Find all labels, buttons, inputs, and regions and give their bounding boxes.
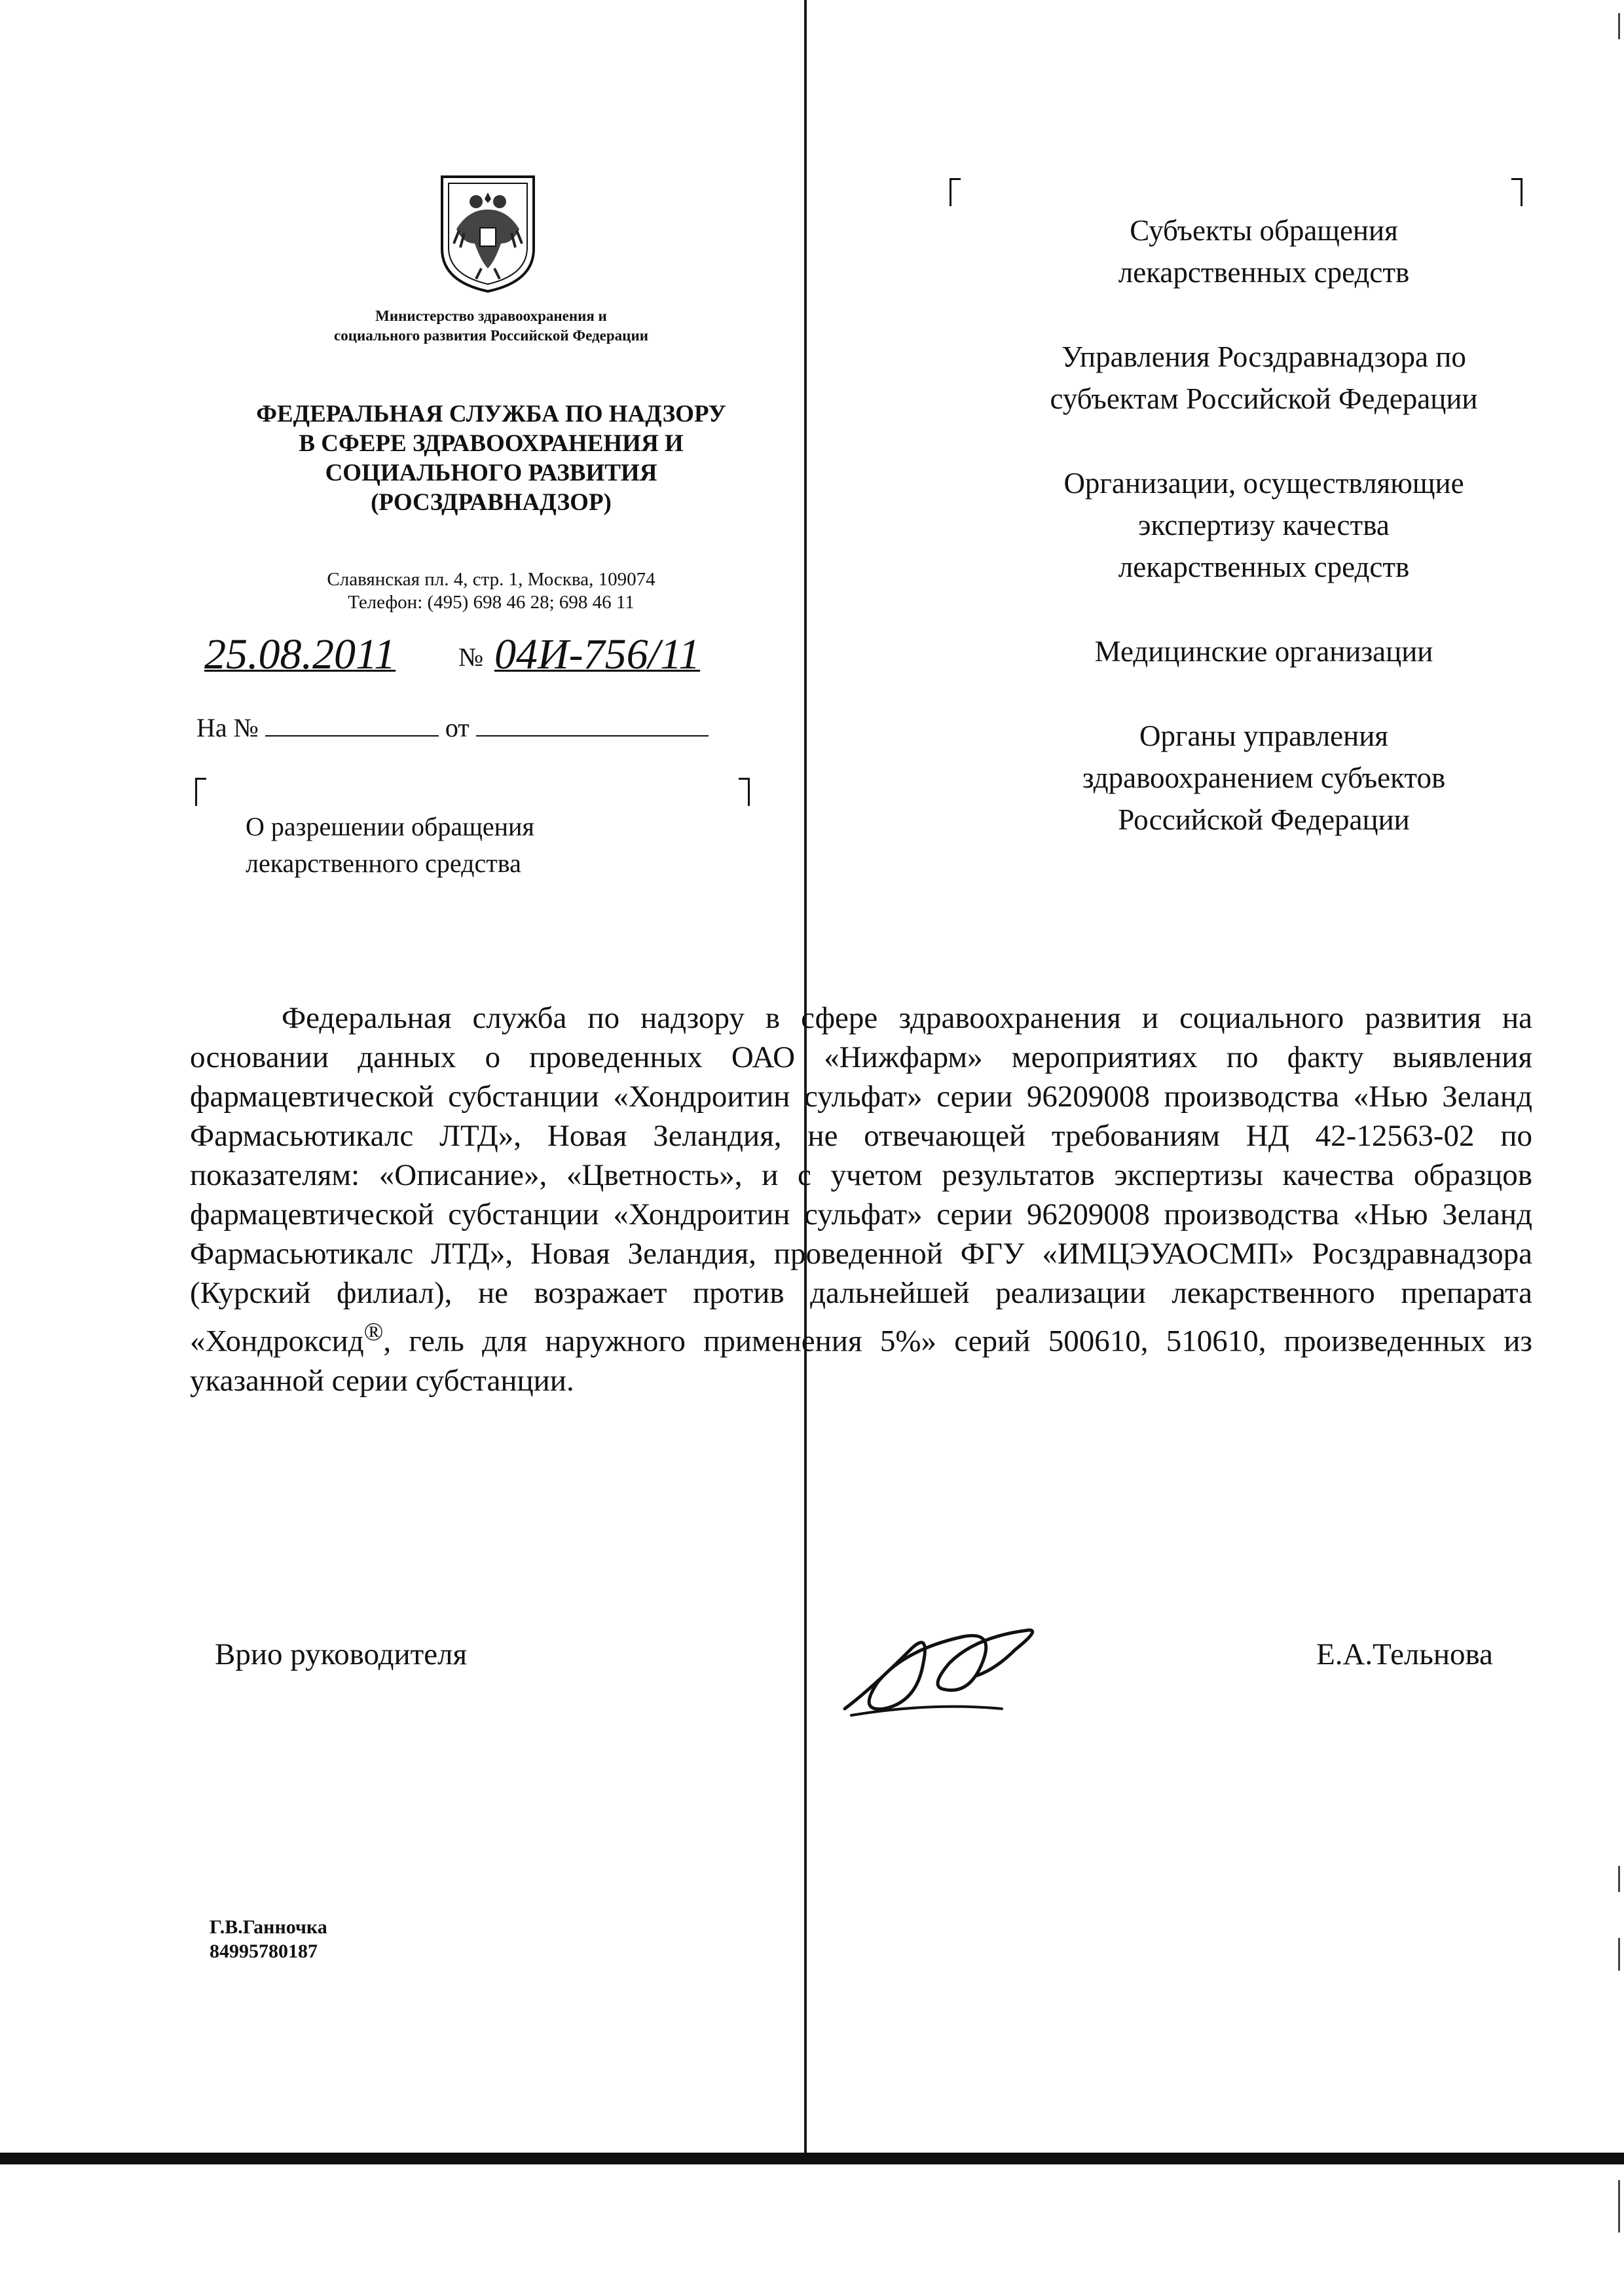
signatory-role: Врио руководителя <box>215 1637 468 1671</box>
addressee-line: Органы управления <box>1139 720 1388 752</box>
ministry-line: Министерство здравоохранения и <box>375 308 607 324</box>
addressee-line: Субъекты обращения <box>1130 214 1398 247</box>
addressee-line: лекарственных средств <box>1118 551 1410 583</box>
registered-mark: ® <box>363 1318 384 1346</box>
ministry-name <box>196 306 786 346</box>
addressee-group <box>936 336 1591 420</box>
subject-corner-left <box>195 778 206 806</box>
addressee-line: здравоохранением субъектов <box>1082 761 1446 794</box>
executor-info <box>210 1915 327 1963</box>
addressee-group <box>936 462 1591 588</box>
executor-name: Г.В.Ганночка <box>210 1916 327 1938</box>
body-text-main: Федеральная служба по надзору в сфере здравоохранения и социального развития на основании данных о проведенных ОАО «Нижфарм» мероприятиях по факту выявления фармацевтической субстанции «Хондроитин сульфат» серии 96209008 производства «Нью Зеланд Фармасьютикалс ЛТД», Новая Зеландия, не отвечающей требованиям НД 42-12563-02 по показателям: «Описание», «Цветность», и с учетом результатов экспертизы качества образцов фармацевтической субстанции «Хондроитин сульфат» серии 96209008 производства «Нью Зеланд Фармасьютикалс ЛТД», Новая Зеландия, проведенной ФГУ «ИМЦЭУАОСМП» Росздравнадзора (Курский филиал), не возражает против дальнейшей реализации лекарственного препарата «Хондроксид <box>190 1001 1532 1358</box>
number-sign: № <box>458 642 484 672</box>
service-name <box>164 399 819 517</box>
scan-edge-mark <box>1618 2180 1620 2232</box>
letter-body <box>190 998 1532 1400</box>
scan-edge-mark <box>1618 13 1620 39</box>
service-line: ФЕДЕРАЛЬНАЯ СЛУЖБА ПО НАДЗОРУ <box>256 401 726 428</box>
ref-number-blank <box>265 710 439 737</box>
addressee-line: Организации, осуществляющие <box>1063 467 1464 500</box>
ministry-line: социального развития Российской Федерации <box>334 327 648 344</box>
addressee-line: субъектам Российской Федерации <box>1050 382 1478 415</box>
addressee-line: лекарственных средств <box>1118 256 1410 289</box>
address-line: Славянская пл. 4, стр. 1, Москва, 109074 <box>327 569 655 590</box>
subject-line <box>246 809 534 882</box>
handwritten-date: 25.08.2011 <box>204 630 396 678</box>
ref-label: На № <box>196 713 259 742</box>
ref-date-blank <box>476 710 709 737</box>
scan-edge-mark <box>1618 1938 1620 1971</box>
addressee-group <box>936 210 1591 293</box>
addressee-group <box>936 630 1591 672</box>
phone-line: Телефон: (495) 698 46 28; 698 46 11 <box>348 592 635 613</box>
subject-text: О разрешении обращения <box>246 812 534 841</box>
reference-line <box>196 710 709 744</box>
executor-phone: 84995780187 <box>210 1941 318 1962</box>
addressee-list <box>936 210 1591 883</box>
from-label: от <box>445 713 470 742</box>
addressee-corner-right <box>1511 178 1522 206</box>
service-line: (РОСЗДРАВНАДЗОР) <box>371 489 612 516</box>
coat-of-arms-icon <box>435 170 540 295</box>
addressee-line: Управления Росздравнадзора по <box>1061 340 1466 373</box>
sender-address <box>196 568 786 614</box>
addressee-group <box>936 715 1591 841</box>
handwritten-signature <box>832 1611 1048 1728</box>
handwritten-number: 04И-756/11 <box>494 630 701 678</box>
addressee-corner-left <box>950 178 961 206</box>
scan-bottom-bar <box>0 2153 1624 2164</box>
addressee-line: Медицинские организации <box>1094 635 1433 668</box>
service-line: В СФЕРЕ ЗДРАВООХРАНЕНИЯ И <box>299 430 684 457</box>
subject-text: лекарственного средства <box>246 848 521 878</box>
subject-corner-right <box>739 778 750 806</box>
addressee-line: Российской Федерации <box>1118 803 1410 836</box>
addressee-line: экспертизу качества <box>1138 509 1390 541</box>
body-text-tail: , гель для наружного применения 5%» серий 500610, 510610, произведенных из указанной серии субстанции. <box>190 1324 1532 1398</box>
scan-edge-mark <box>1618 1866 1620 1892</box>
signatory-name: Е.А.Тельнова <box>1316 1637 1493 1671</box>
service-line: СОЦИАЛЬНОГО РАЗВИТИЯ <box>325 460 657 486</box>
